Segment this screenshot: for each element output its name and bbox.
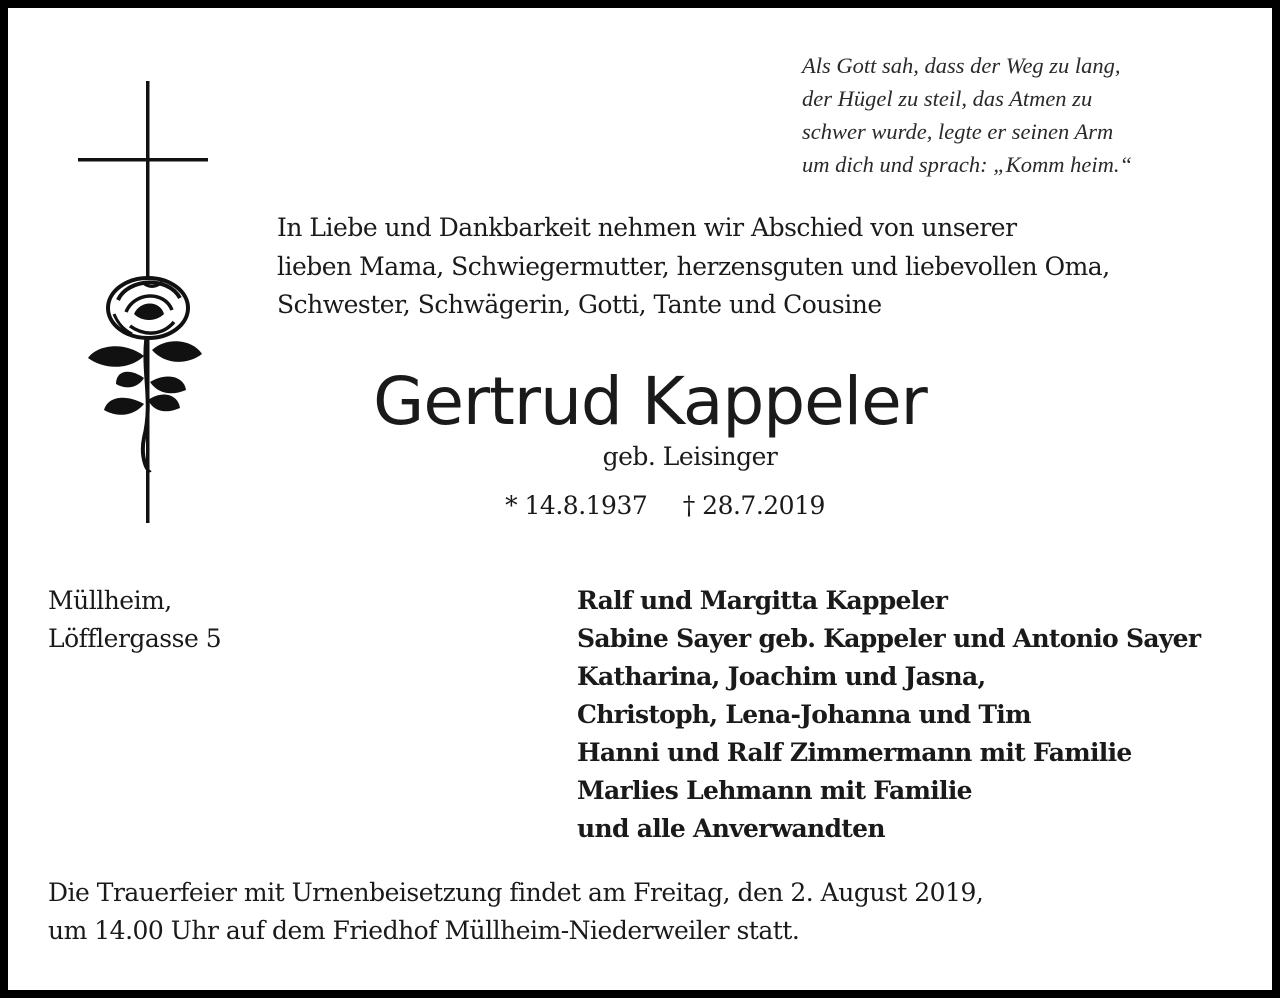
mourner-line: Sabine Sayer geb. Kappeler und Antonio Sayer	[577, 624, 1201, 653]
poem-line: schwer wurde, legte er seinen Arm	[802, 119, 1114, 144]
mourner-line: Marlies Lehmann mit Familie	[577, 776, 972, 805]
intro-line: lieben Mama, Schwiegermutter, herzensguten und liebevollen Oma,	[277, 251, 1110, 281]
service-line: Die Trauerfeier mit Urnenbeisetzung findet am Freitag, den 2. August 2019,	[48, 878, 984, 907]
service-line: um 14.00 Uhr auf dem Friedhof Müllheim-Niederweiler statt.	[48, 916, 800, 945]
intro-line: In Liebe und Dankbarkeit nehmen wir Abschied von unserer	[277, 213, 1017, 242]
birth-date: * 14.8.1937	[505, 491, 648, 520]
poem-line: Als Gott sah, dass der Weg zu lang,	[802, 53, 1121, 78]
poem-line: um dich und sprach: „Komm heim.“	[802, 152, 1132, 177]
intro-text	[277, 209, 1237, 325]
intro-line: Schwester, Schwägerin, Gotti, Tante und Cousine	[277, 290, 882, 319]
mourner-line: Christoph, Lena-Johanna und Tim	[577, 700, 1031, 729]
mourner-line: Hanni und Ralf Zimmermann mit Familie	[577, 738, 1132, 767]
mourner-line: Ralf und Margitta Kappeler	[577, 586, 948, 615]
obituary-card	[8, 8, 1272, 990]
address-line: Müllheim,	[48, 586, 172, 615]
life-dates	[8, 488, 1272, 524]
maiden-name: geb. Leisinger	[602, 442, 778, 471]
address-line: Löfflergasse 5	[48, 624, 222, 653]
poem-quote	[802, 49, 1242, 181]
poem-line: der Hügel zu steil, das Atmen zu	[802, 86, 1093, 111]
mourner-line: und alle Anverwandten	[577, 814, 885, 843]
deceased-name: Gertrud Kappeler	[373, 363, 927, 440]
mourner-line: Katharina, Joachim und Jasna,	[577, 662, 986, 691]
mourners-list	[577, 582, 1200, 848]
death-date: † 28.7.2019	[682, 491, 825, 520]
funeral-service-info	[48, 874, 983, 950]
address	[48, 582, 221, 658]
